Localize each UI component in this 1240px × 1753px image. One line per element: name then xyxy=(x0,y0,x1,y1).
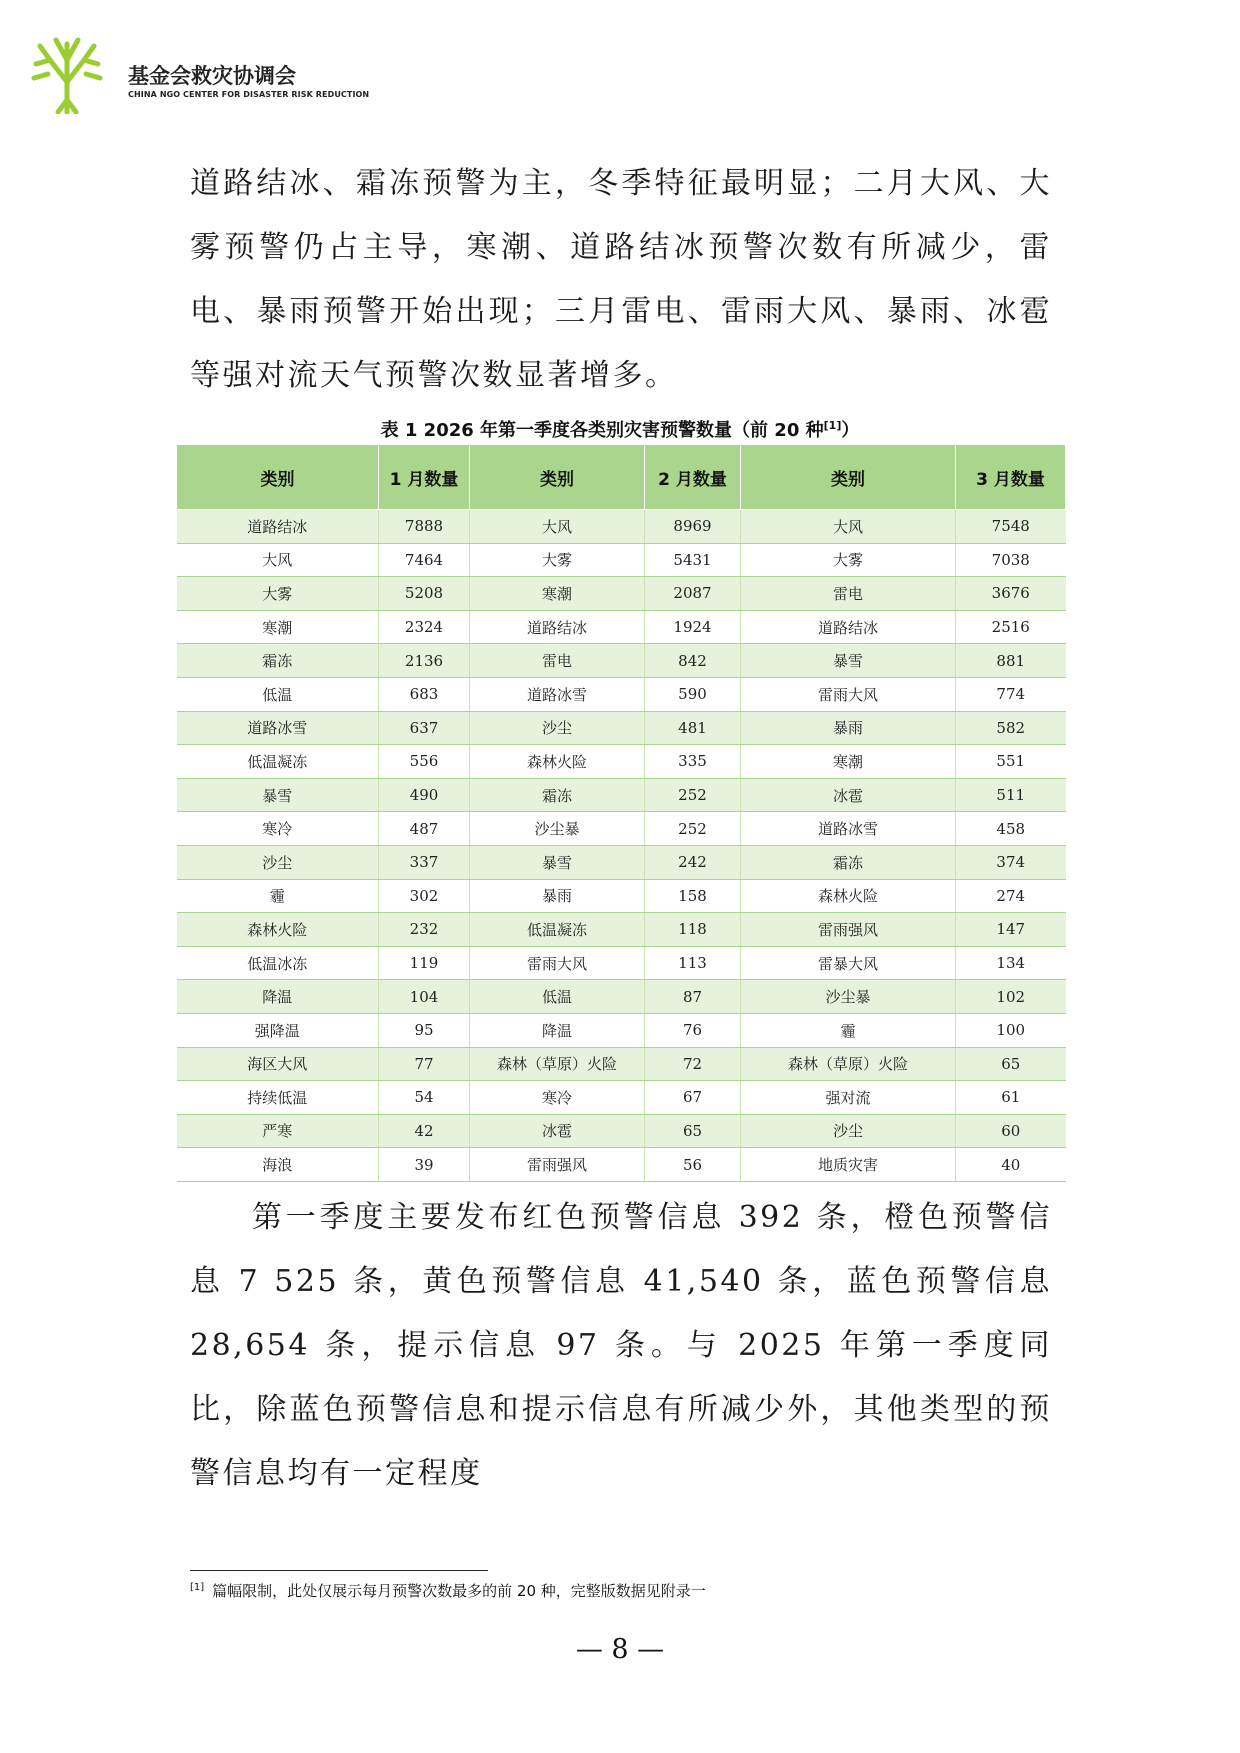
count-cell: 490 xyxy=(379,778,470,812)
count-cell: 374 xyxy=(956,845,1066,879)
count-cell: 72 xyxy=(645,1047,741,1081)
category-cell: 霾 xyxy=(741,1013,956,1047)
count-cell: 65 xyxy=(645,1114,741,1148)
count-cell: 274 xyxy=(956,879,1066,913)
count-cell: 556 xyxy=(379,745,470,779)
category-cell: 强对流 xyxy=(741,1081,956,1115)
count-cell: 104 xyxy=(379,980,470,1014)
paragraph-1: 道路结冰、霜冻预警为主，冬季特征最明显；二月大风、大雾预警仍占主导，寒潮、道路结冰预警次数有所减少，雷电、暴雨预警开始出现；三月雷电、雷雨大风、暴雨、冰雹等强对流天气预警次数显著增多。 xyxy=(190,166,1052,393)
table-caption xyxy=(0,416,1240,442)
table-row xyxy=(177,845,1066,879)
category-cell: 大风 xyxy=(741,510,956,544)
count-cell: 39 xyxy=(379,1148,470,1182)
count-cell: 252 xyxy=(645,812,741,846)
category-cell: 道路冰雪 xyxy=(741,812,956,846)
count-cell: 113 xyxy=(645,946,741,980)
category-cell: 森林（草原）火险 xyxy=(470,1047,645,1081)
count-cell: 76 xyxy=(645,1013,741,1047)
category-cell: 雷暴大风 xyxy=(741,946,956,980)
footnote-text: 篇幅限制，此处仅展示每月预警次数最多的前 20 种，完整版数据见附录一 xyxy=(212,1582,706,1600)
category-cell: 森林火险 xyxy=(177,913,379,947)
count-cell: 65 xyxy=(956,1047,1066,1081)
category-cell: 雷电 xyxy=(741,577,956,611)
table-row xyxy=(177,879,1066,913)
count-cell: 637 xyxy=(379,711,470,745)
category-cell: 低温 xyxy=(470,980,645,1014)
count-cell: 60 xyxy=(956,1114,1066,1148)
category-cell: 霾 xyxy=(177,879,379,913)
count-cell: 8969 xyxy=(645,510,741,544)
count-cell: 54 xyxy=(379,1081,470,1115)
count-cell: 683 xyxy=(379,677,470,711)
category-cell: 降温 xyxy=(177,980,379,1014)
category-cell: 低温 xyxy=(177,677,379,711)
category-cell: 海浪 xyxy=(177,1148,379,1182)
category-cell: 森林火险 xyxy=(470,745,645,779)
category-cell: 低温凝冻 xyxy=(470,913,645,947)
column-header: 1 月数量 xyxy=(379,445,470,510)
category-cell: 暴雨 xyxy=(741,711,956,745)
footnote-divider xyxy=(190,1570,488,1571)
table-row xyxy=(177,677,1066,711)
category-cell: 海区大风 xyxy=(177,1047,379,1081)
table-row xyxy=(177,745,1066,779)
column-header: 3 月数量 xyxy=(956,445,1066,510)
category-cell: 霜冻 xyxy=(741,845,956,879)
category-cell: 森林（草原）火险 xyxy=(741,1047,956,1081)
paragraph-2: 第一季度主要发布红色预警信息 392 条，橙色预警信息 7 525 条，黄色预警信息 41,540 条，蓝色预警信息 28,654 条，提示信息 97 条。与 2025 年第一季度同比，除蓝色预警信息和提示信息有所减少外，其他类型的预警信息均有一定程度 xyxy=(190,1200,1052,1491)
category-cell: 持续低温 xyxy=(177,1081,379,1115)
column-header: 类别 xyxy=(177,445,379,510)
column-header: 2 月数量 xyxy=(645,445,741,510)
count-cell: 881 xyxy=(956,644,1066,678)
count-cell: 2087 xyxy=(645,577,741,611)
category-cell: 沙尘 xyxy=(177,845,379,879)
table-row xyxy=(177,778,1066,812)
category-cell: 沙尘 xyxy=(470,711,645,745)
category-cell: 沙尘 xyxy=(741,1114,956,1148)
category-cell: 地质灾害 xyxy=(741,1148,956,1182)
column-header: 类别 xyxy=(741,445,956,510)
table-row xyxy=(177,543,1066,577)
category-cell: 森林火险 xyxy=(741,879,956,913)
caption-text: 表 1 2026 年第一季度各类别灾害预警数量（前 20 种 xyxy=(380,420,824,441)
caption-end: ） xyxy=(841,420,860,441)
table-row xyxy=(177,913,1066,947)
table-row xyxy=(177,577,1066,611)
count-cell: 158 xyxy=(645,879,741,913)
count-cell: 7038 xyxy=(956,543,1066,577)
warning-table xyxy=(176,444,1066,1182)
category-cell: 降温 xyxy=(470,1013,645,1047)
category-cell: 暴雪 xyxy=(470,845,645,879)
category-cell: 沙尘暴 xyxy=(741,980,956,1014)
count-cell: 302 xyxy=(379,879,470,913)
category-cell: 寒冷 xyxy=(177,812,379,846)
count-cell: 252 xyxy=(645,778,741,812)
category-cell: 暴雪 xyxy=(177,778,379,812)
category-cell: 寒冷 xyxy=(470,1081,645,1115)
count-cell: 590 xyxy=(645,677,741,711)
category-cell: 大风 xyxy=(470,510,645,544)
count-cell: 481 xyxy=(645,711,741,745)
category-cell: 大雾 xyxy=(470,543,645,577)
category-cell: 霜冻 xyxy=(177,644,379,678)
category-cell: 道路冰雪 xyxy=(177,711,379,745)
category-cell: 冰雹 xyxy=(741,778,956,812)
count-cell: 5431 xyxy=(645,543,741,577)
column-header: 类别 xyxy=(470,445,645,510)
count-cell: 3676 xyxy=(956,577,1066,611)
category-cell: 大风 xyxy=(177,543,379,577)
org-name-en: CHINA NGO CENTER FOR DISASTER RISK REDUCTION xyxy=(128,90,370,99)
table-header-row xyxy=(177,445,1066,510)
table-row xyxy=(177,1047,1066,1081)
count-cell: 7548 xyxy=(956,510,1066,544)
footnote-marker: [1] xyxy=(190,1582,205,1593)
category-cell: 强降温 xyxy=(177,1013,379,1047)
count-cell: 7888 xyxy=(379,510,470,544)
count-cell: 118 xyxy=(645,913,741,947)
category-cell: 冰雹 xyxy=(470,1114,645,1148)
count-cell: 335 xyxy=(645,745,741,779)
table-row xyxy=(177,711,1066,745)
category-cell: 雷雨大风 xyxy=(741,677,956,711)
count-cell: 487 xyxy=(379,812,470,846)
count-cell: 337 xyxy=(379,845,470,879)
count-cell: 2136 xyxy=(379,644,470,678)
count-cell: 582 xyxy=(956,711,1066,745)
count-cell: 100 xyxy=(956,1013,1066,1047)
table-row xyxy=(177,1148,1066,1182)
count-cell: 5208 xyxy=(379,577,470,611)
count-cell: 842 xyxy=(645,644,741,678)
table-row xyxy=(177,946,1066,980)
category-cell: 沙尘暴 xyxy=(470,812,645,846)
count-cell: 232 xyxy=(379,913,470,947)
organization-logo xyxy=(28,30,370,120)
table-row xyxy=(177,1013,1066,1047)
category-cell: 道路结冰 xyxy=(177,510,379,544)
category-cell: 暴雪 xyxy=(741,644,956,678)
table-row xyxy=(177,1114,1066,1148)
category-cell: 道路结冰 xyxy=(470,610,645,644)
table-row xyxy=(177,510,1066,544)
count-cell: 95 xyxy=(379,1013,470,1047)
table-row xyxy=(177,610,1066,644)
count-cell: 511 xyxy=(956,778,1066,812)
count-cell: 134 xyxy=(956,946,1066,980)
category-cell: 低温凝冻 xyxy=(177,745,379,779)
category-cell: 道路冰雪 xyxy=(470,677,645,711)
count-cell: 774 xyxy=(956,677,1066,711)
org-name: 基金会救灾协调会 xyxy=(128,64,296,88)
category-cell: 雷电 xyxy=(470,644,645,678)
category-cell: 雷雨大风 xyxy=(470,946,645,980)
count-cell: 551 xyxy=(956,745,1066,779)
category-cell: 霜冻 xyxy=(470,778,645,812)
category-cell: 寒潮 xyxy=(741,745,956,779)
category-cell: 寒潮 xyxy=(470,577,645,611)
count-cell: 56 xyxy=(645,1148,741,1182)
count-cell: 2516 xyxy=(956,610,1066,644)
category-cell: 寒潮 xyxy=(177,610,379,644)
category-cell: 雷雨强风 xyxy=(741,913,956,947)
category-cell: 雷雨强风 xyxy=(470,1148,645,1182)
tree-icon xyxy=(28,30,106,114)
count-cell: 61 xyxy=(956,1081,1066,1115)
count-cell: 67 xyxy=(645,1081,741,1115)
category-cell: 大雾 xyxy=(177,577,379,611)
table-row xyxy=(177,812,1066,846)
category-cell: 大雾 xyxy=(741,543,956,577)
count-cell: 2324 xyxy=(379,610,470,644)
count-cell: 40 xyxy=(956,1148,1066,1182)
table-row xyxy=(177,980,1066,1014)
count-cell: 1924 xyxy=(645,610,741,644)
count-cell: 458 xyxy=(956,812,1066,846)
count-cell: 102 xyxy=(956,980,1066,1014)
count-cell: 242 xyxy=(645,845,741,879)
table-row xyxy=(177,644,1066,678)
caption-footnote-ref: [1] xyxy=(823,419,842,432)
category-cell: 低温冰冻 xyxy=(177,946,379,980)
category-cell: 暴雨 xyxy=(470,879,645,913)
table-body xyxy=(177,510,1066,1182)
table-row xyxy=(177,1081,1066,1115)
count-cell: 42 xyxy=(379,1114,470,1148)
count-cell: 77 xyxy=(379,1047,470,1081)
count-cell: 87 xyxy=(645,980,741,1014)
count-cell: 7464 xyxy=(379,543,470,577)
count-cell: 147 xyxy=(956,913,1066,947)
category-cell: 道路结冰 xyxy=(741,610,956,644)
footnote xyxy=(190,1580,706,1601)
category-cell: 严寒 xyxy=(177,1114,379,1148)
page-number: — 8 — xyxy=(575,1634,665,1665)
count-cell: 119 xyxy=(379,946,470,980)
